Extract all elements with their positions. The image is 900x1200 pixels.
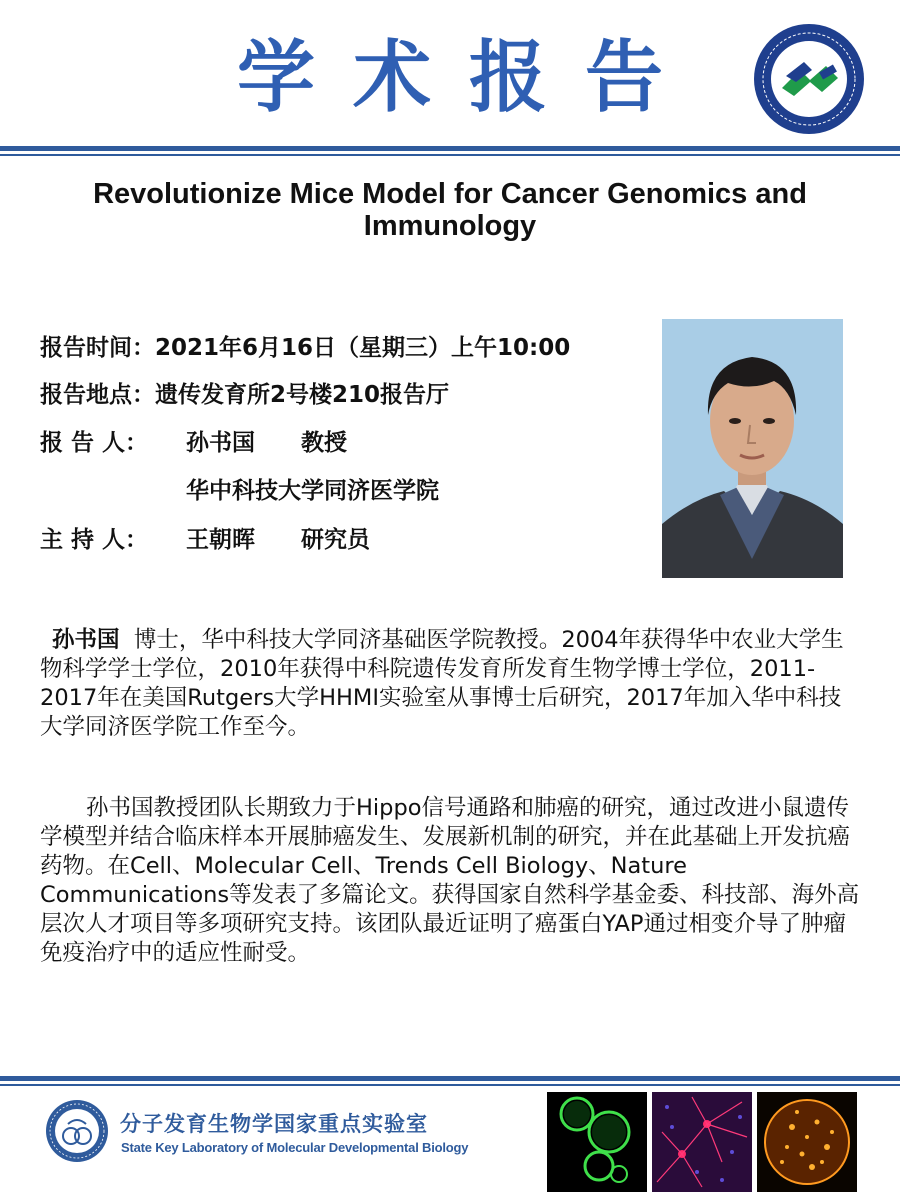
header-rule-thin — [0, 154, 900, 156]
speaker-label: 报 告 人： — [40, 430, 149, 456]
institute-logo — [752, 22, 866, 136]
speaker-photo — [662, 319, 843, 578]
host-title: 研究员 — [301, 527, 370, 553]
speaker-title: 教授 — [301, 430, 347, 456]
footer-rule-thick — [0, 1076, 900, 1081]
header-rule-thick — [0, 146, 900, 151]
place-value: 遗传发育所2号楼210报告厅 — [155, 382, 450, 408]
info-time — [40, 333, 570, 363]
host-label: 主 持 人： — [40, 527, 149, 553]
speaker-affiliation: 华中科技大学同济医学院 — [186, 478, 439, 504]
lab-name-en: State Key Laboratory of Molecular Developmental Biology — [121, 1140, 469, 1155]
microscopy-image-orange — [757, 1092, 857, 1192]
footer-rule-thin — [0, 1084, 900, 1086]
microscopy-image-green — [547, 1092, 647, 1192]
info-speaker — [40, 428, 347, 458]
bio-paragraph-1 — [40, 626, 860, 742]
host-name: 王朝晖 — [186, 527, 255, 553]
bio-text-1: 博士，华中科技大学同济基础医学院教授。2004年获得华中农业大学生物科学学士学位，2010年获得中科院遗传发育所发育生物学博士学位，2011-2017年在美国Rutgers大学HHMI实验室从事博士后研究，2017年加入华中科技大学同济医学院工作至今。 — [40, 627, 844, 740]
microscopy-image-purple — [652, 1092, 752, 1192]
place-label: 报告地点： — [40, 382, 155, 408]
time-value: 2021年6月16日（星期三）上午10:00 — [155, 335, 571, 361]
time-label: 报告时间： — [40, 335, 155, 361]
info-place — [40, 380, 449, 410]
speaker-name: 孙书国 — [186, 430, 255, 456]
bio-text-2: 孙书国教授团队长期致力于Hippo信号通路和肺癌的研究，通过改进小鼠遗传学模型并结合临床样本开展肺癌发生、发展新机制的研究，并在此基础上开发抗癌药物。在Cell、Molecular Cell、Trends Cell Biology、Nature Communications等发表了多篇论文。获得国家自然科学基金委、科技部、海外高层次人才项目等多项研究支持。该团队最近证明了癌蛋白YAP通过相变介导了肿瘤免疫治疗中的适应性耐受。 — [40, 795, 860, 966]
talk-title: Revolutionize Mice Model for Cancer Genomics and Immunology — [93, 178, 807, 242]
info-affiliation — [40, 476, 439, 506]
lab-name-cn: 分子发育生物学国家重点实验室 — [120, 1111, 428, 1136]
poster-title: 学术报告 — [236, 32, 701, 123]
bio-paragraph-2 — [40, 794, 860, 968]
lab-logo — [44, 1098, 110, 1164]
info-host — [40, 525, 370, 555]
bio-name: 孙书国 — [52, 627, 120, 653]
